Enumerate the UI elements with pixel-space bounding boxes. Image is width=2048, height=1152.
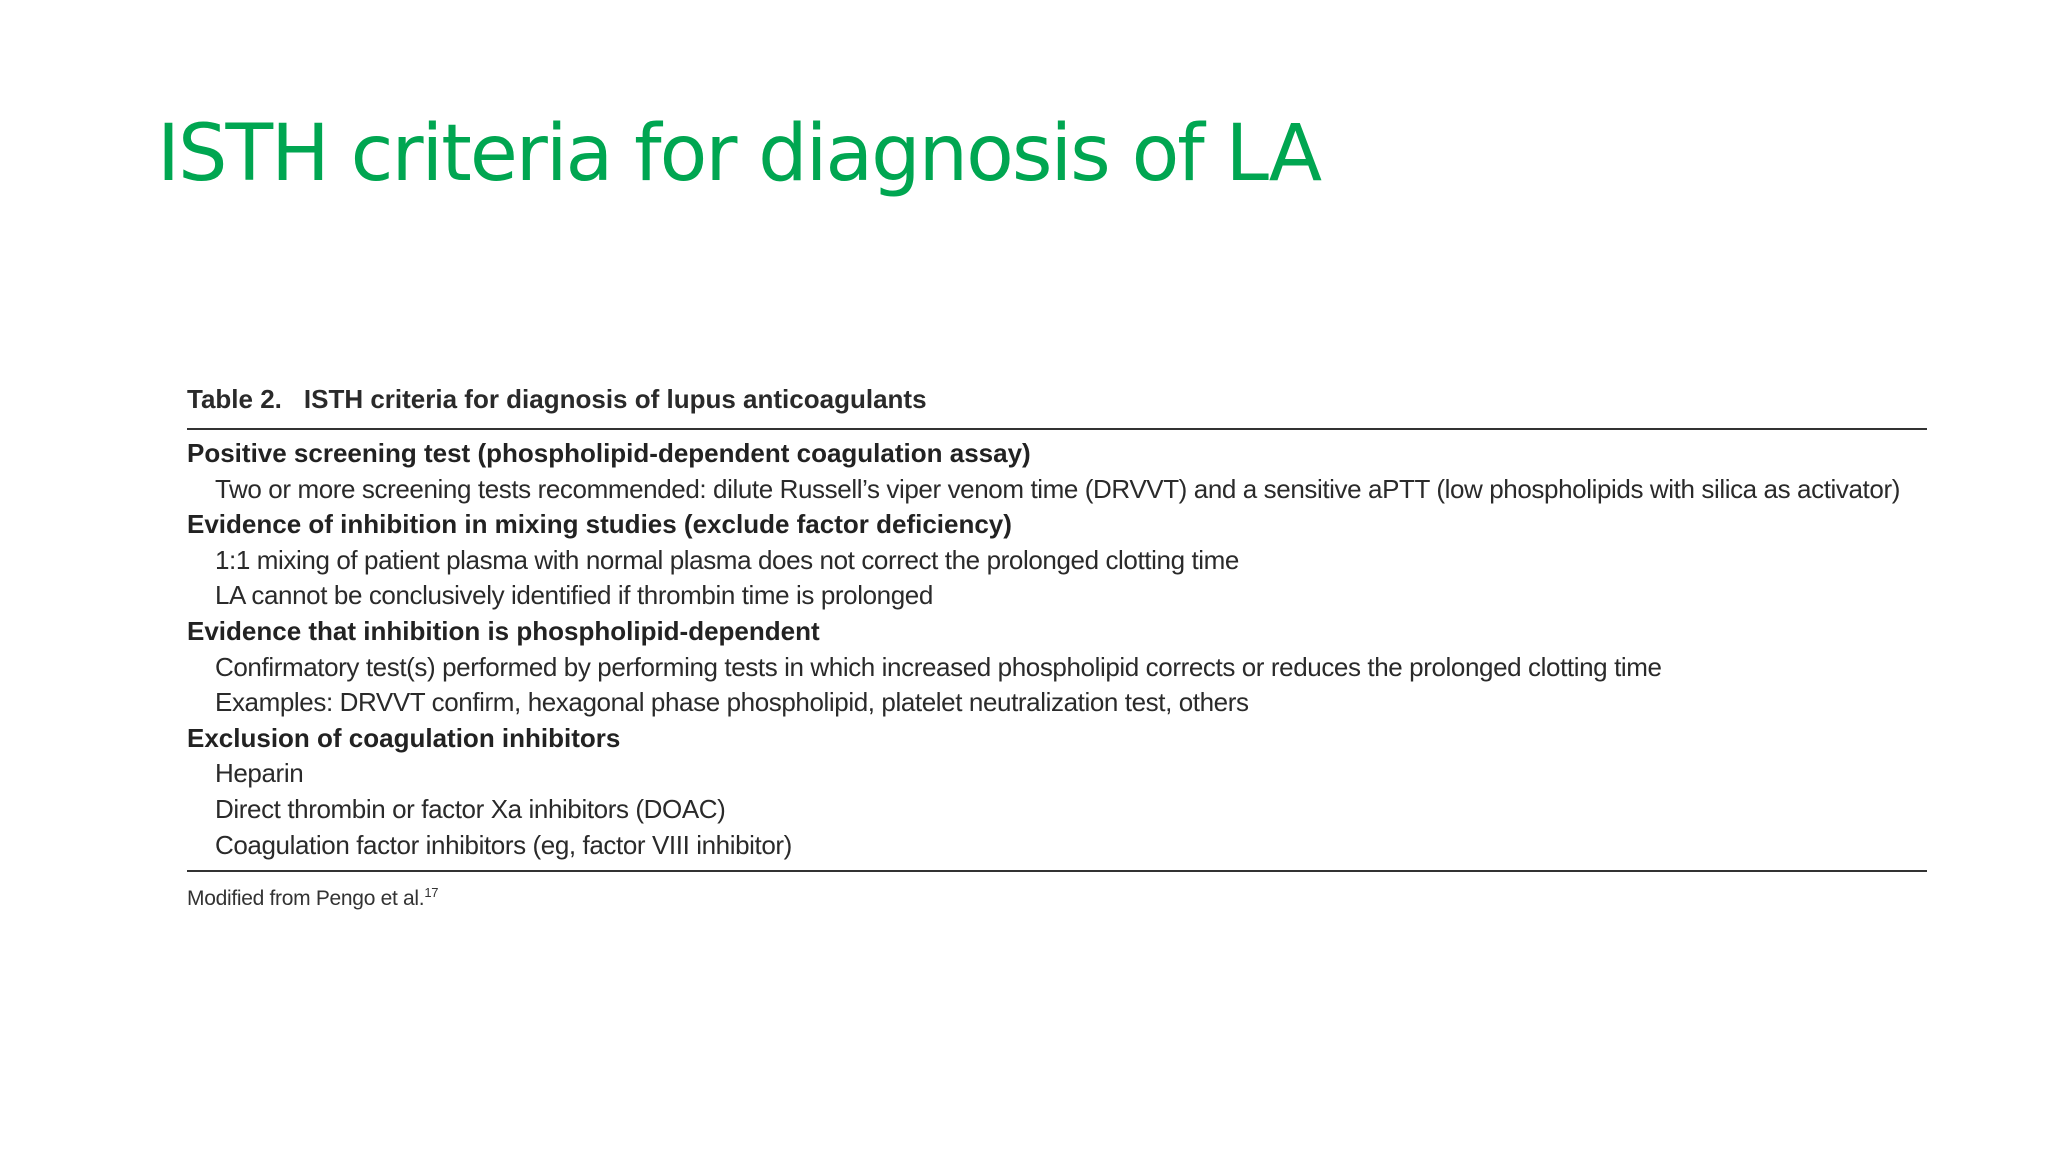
table-caption-number: Table 2. xyxy=(187,384,282,414)
section-heading-exclusion: Exclusion of coagulation inhibitors xyxy=(187,722,621,753)
section-heading-screening: Positive screening test (phospholipid-dependent coagulation assay) xyxy=(187,438,1031,468)
section-heading-mixing: Evidence of inhibition in mixing studies (exclude factor deficiency) xyxy=(187,509,1012,540)
section-item: Heparin xyxy=(215,758,304,789)
section-heading-phospholipid: Evidence that inhibition is phospholipid-dependent xyxy=(187,615,820,646)
table-caption-text: ISTH criteria for diagnosis of lupus anticoagulants xyxy=(303,384,927,414)
section-item: Examples: DRVVT confirm, hexagonal phase phospholipid, platelet neutralization test, others xyxy=(215,687,1249,718)
slide-title: ISTH criteria for diagnosis of LA xyxy=(157,109,1321,199)
footnote-reference: 17 xyxy=(424,885,439,901)
section-item: Coagulation factor inhibitors (eg, factor VIII inhibitor) xyxy=(215,829,792,860)
table-footnote xyxy=(187,884,1927,914)
footnote-text: Modified from Pengo et al. xyxy=(187,887,425,911)
section-item: Direct thrombin or factor Xa inhibitors (DOAC) xyxy=(215,793,726,824)
criteria-table xyxy=(187,378,1927,914)
section-item: 1:1 mixing of patient plasma with normal plasma does not correct the prolonged clotting time xyxy=(215,544,1239,575)
table-caption xyxy=(187,378,1927,420)
table-bottom-rule xyxy=(187,870,1927,872)
section-item: Two or more screening tests recommended: dilute Russell’s viper venom time (DRVVT) and a sensitive aPTT (low phospholipids with silica as activator) xyxy=(215,473,1900,504)
table-body xyxy=(187,430,1927,870)
section-item: LA cannot be conclusively identified if thrombin time is prolonged xyxy=(215,580,933,611)
section-item: Confirmatory test(s) performed by performing tests in which increased phospholipid corrects or reduces the prolonged clotting time xyxy=(215,651,1662,682)
